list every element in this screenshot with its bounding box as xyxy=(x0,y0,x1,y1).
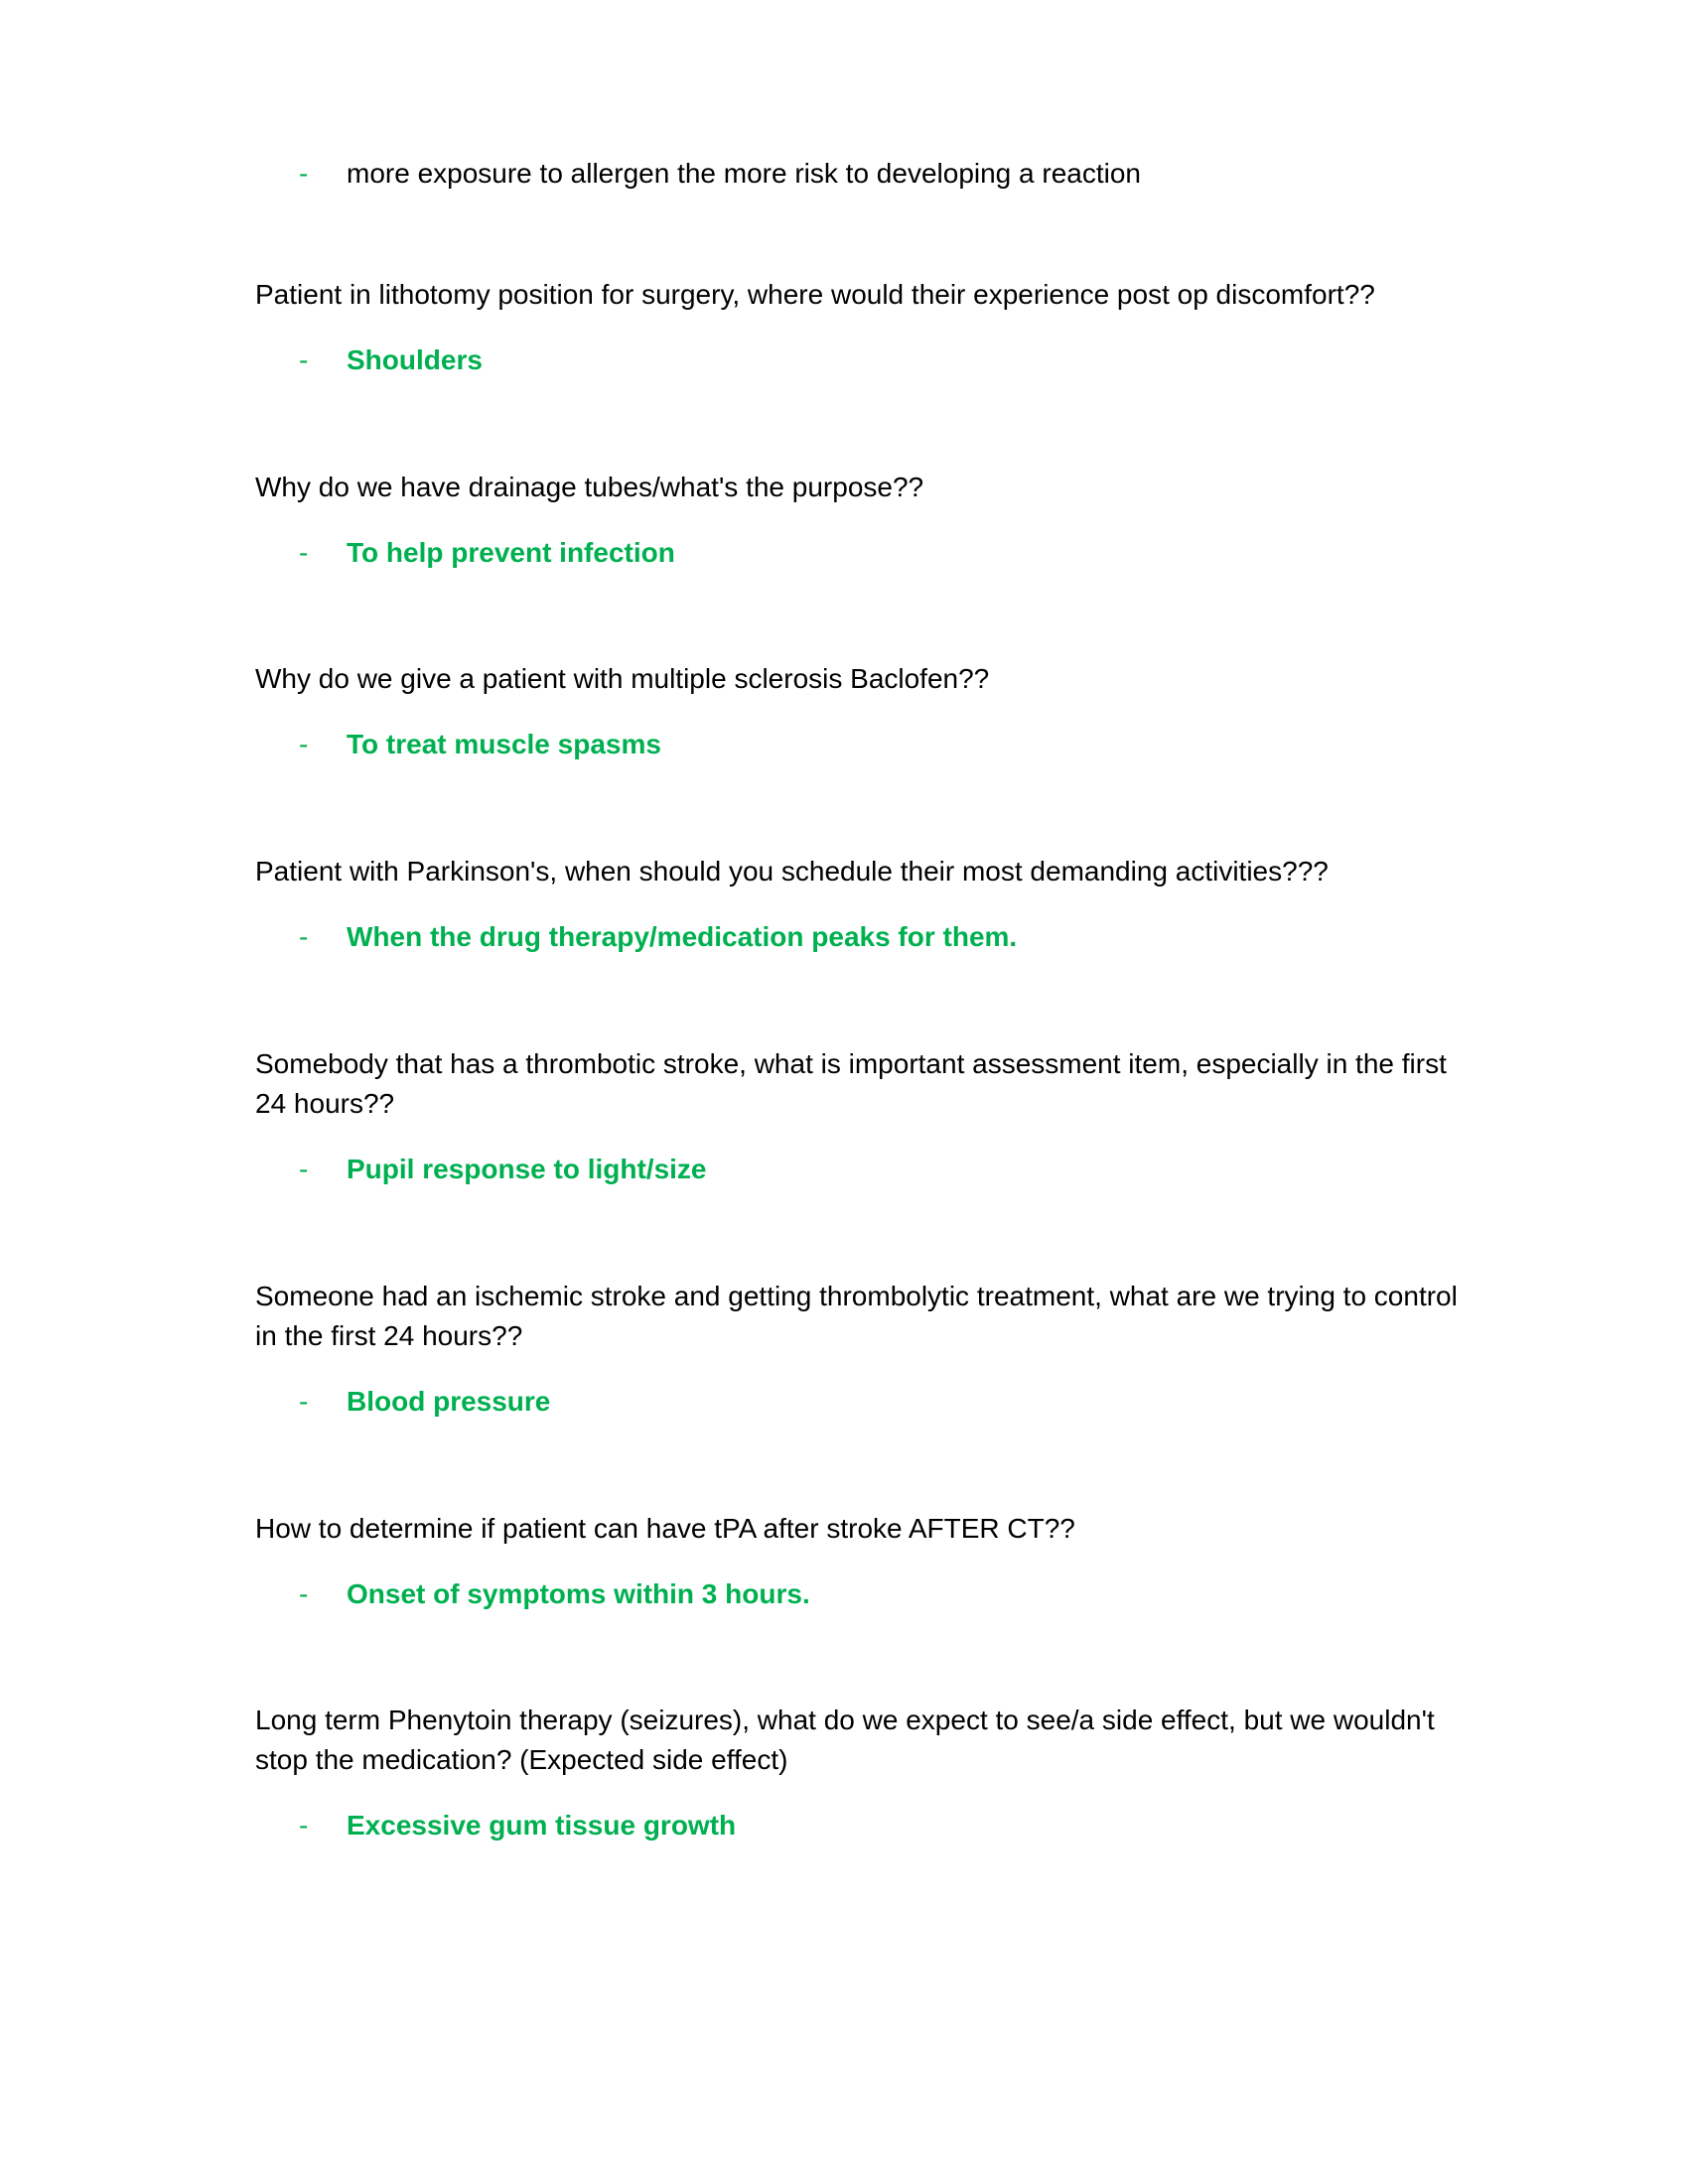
answer-text: - To treat muscle spasms xyxy=(255,725,1467,764)
answer-text: - Pupil response to light/size xyxy=(255,1150,1467,1189)
bullet-dash: - xyxy=(299,1578,309,1609)
qa-block xyxy=(255,1509,1467,1614)
bullet-dash: - xyxy=(299,1154,309,1184)
bullet-dash: - xyxy=(299,1810,309,1841)
qa-block xyxy=(255,468,1467,573)
answer-text: - Onset of symptoms within 3 hours. xyxy=(255,1574,1467,1614)
bullet-dash: - xyxy=(299,537,309,568)
qa-block xyxy=(255,1701,1467,1845)
question-text: Someone had an ischemic stroke and getting thrombolytic treatment, what are we trying to control in the first 24 hours?? xyxy=(255,1281,1458,1351)
answer-text: - Excessive gum tissue growth xyxy=(255,1806,1467,1845)
qa-block xyxy=(255,659,1467,764)
qa-block xyxy=(255,1044,1467,1189)
bullet-dash: - xyxy=(299,344,309,375)
intro-bullet-text: - more exposure to allergen the more risk to developing a reaction xyxy=(255,154,1467,194)
qa-block xyxy=(255,1277,1467,1422)
question-text: Somebody that has a thrombotic stroke, what is important assessment item, especially in the first 24 hours?? xyxy=(255,1048,1447,1119)
intro-bullet xyxy=(255,154,1467,194)
answer-text: - Blood pressure xyxy=(255,1382,1467,1422)
bullet-dash: - xyxy=(299,729,309,759)
question-text: Patient with Parkinson's, when should you schedule their most demanding activities??? xyxy=(255,856,1329,887)
bullet-dash: - xyxy=(299,1386,309,1417)
qa-block xyxy=(255,852,1467,957)
question-text: How to determine if patient can have tPA after stroke AFTER CT?? xyxy=(255,1513,1075,1544)
qa-block xyxy=(255,275,1467,380)
question-text: Why do we have drainage tubes/what's the purpose?? xyxy=(255,472,924,502)
answer-text: - Shoulders xyxy=(255,341,1467,380)
bullet-dash: - xyxy=(299,158,309,189)
question-text: Long term Phenytoin therapy (seizures), what do we expect to see/a side effect, but we wouldn't stop the medication? (Expected side effect) xyxy=(255,1705,1435,1775)
question-text: Why do we give a patient with multiple sclerosis Baclofen?? xyxy=(255,663,990,694)
answer-text: - When the drug therapy/medication peaks for them. xyxy=(255,917,1467,957)
bullet-dash: - xyxy=(299,921,309,952)
question-text: Patient in lithotomy position for surgery, where would their experience post op discomfort?? xyxy=(255,279,1375,310)
answer-text: - To help prevent infection xyxy=(255,533,1467,573)
